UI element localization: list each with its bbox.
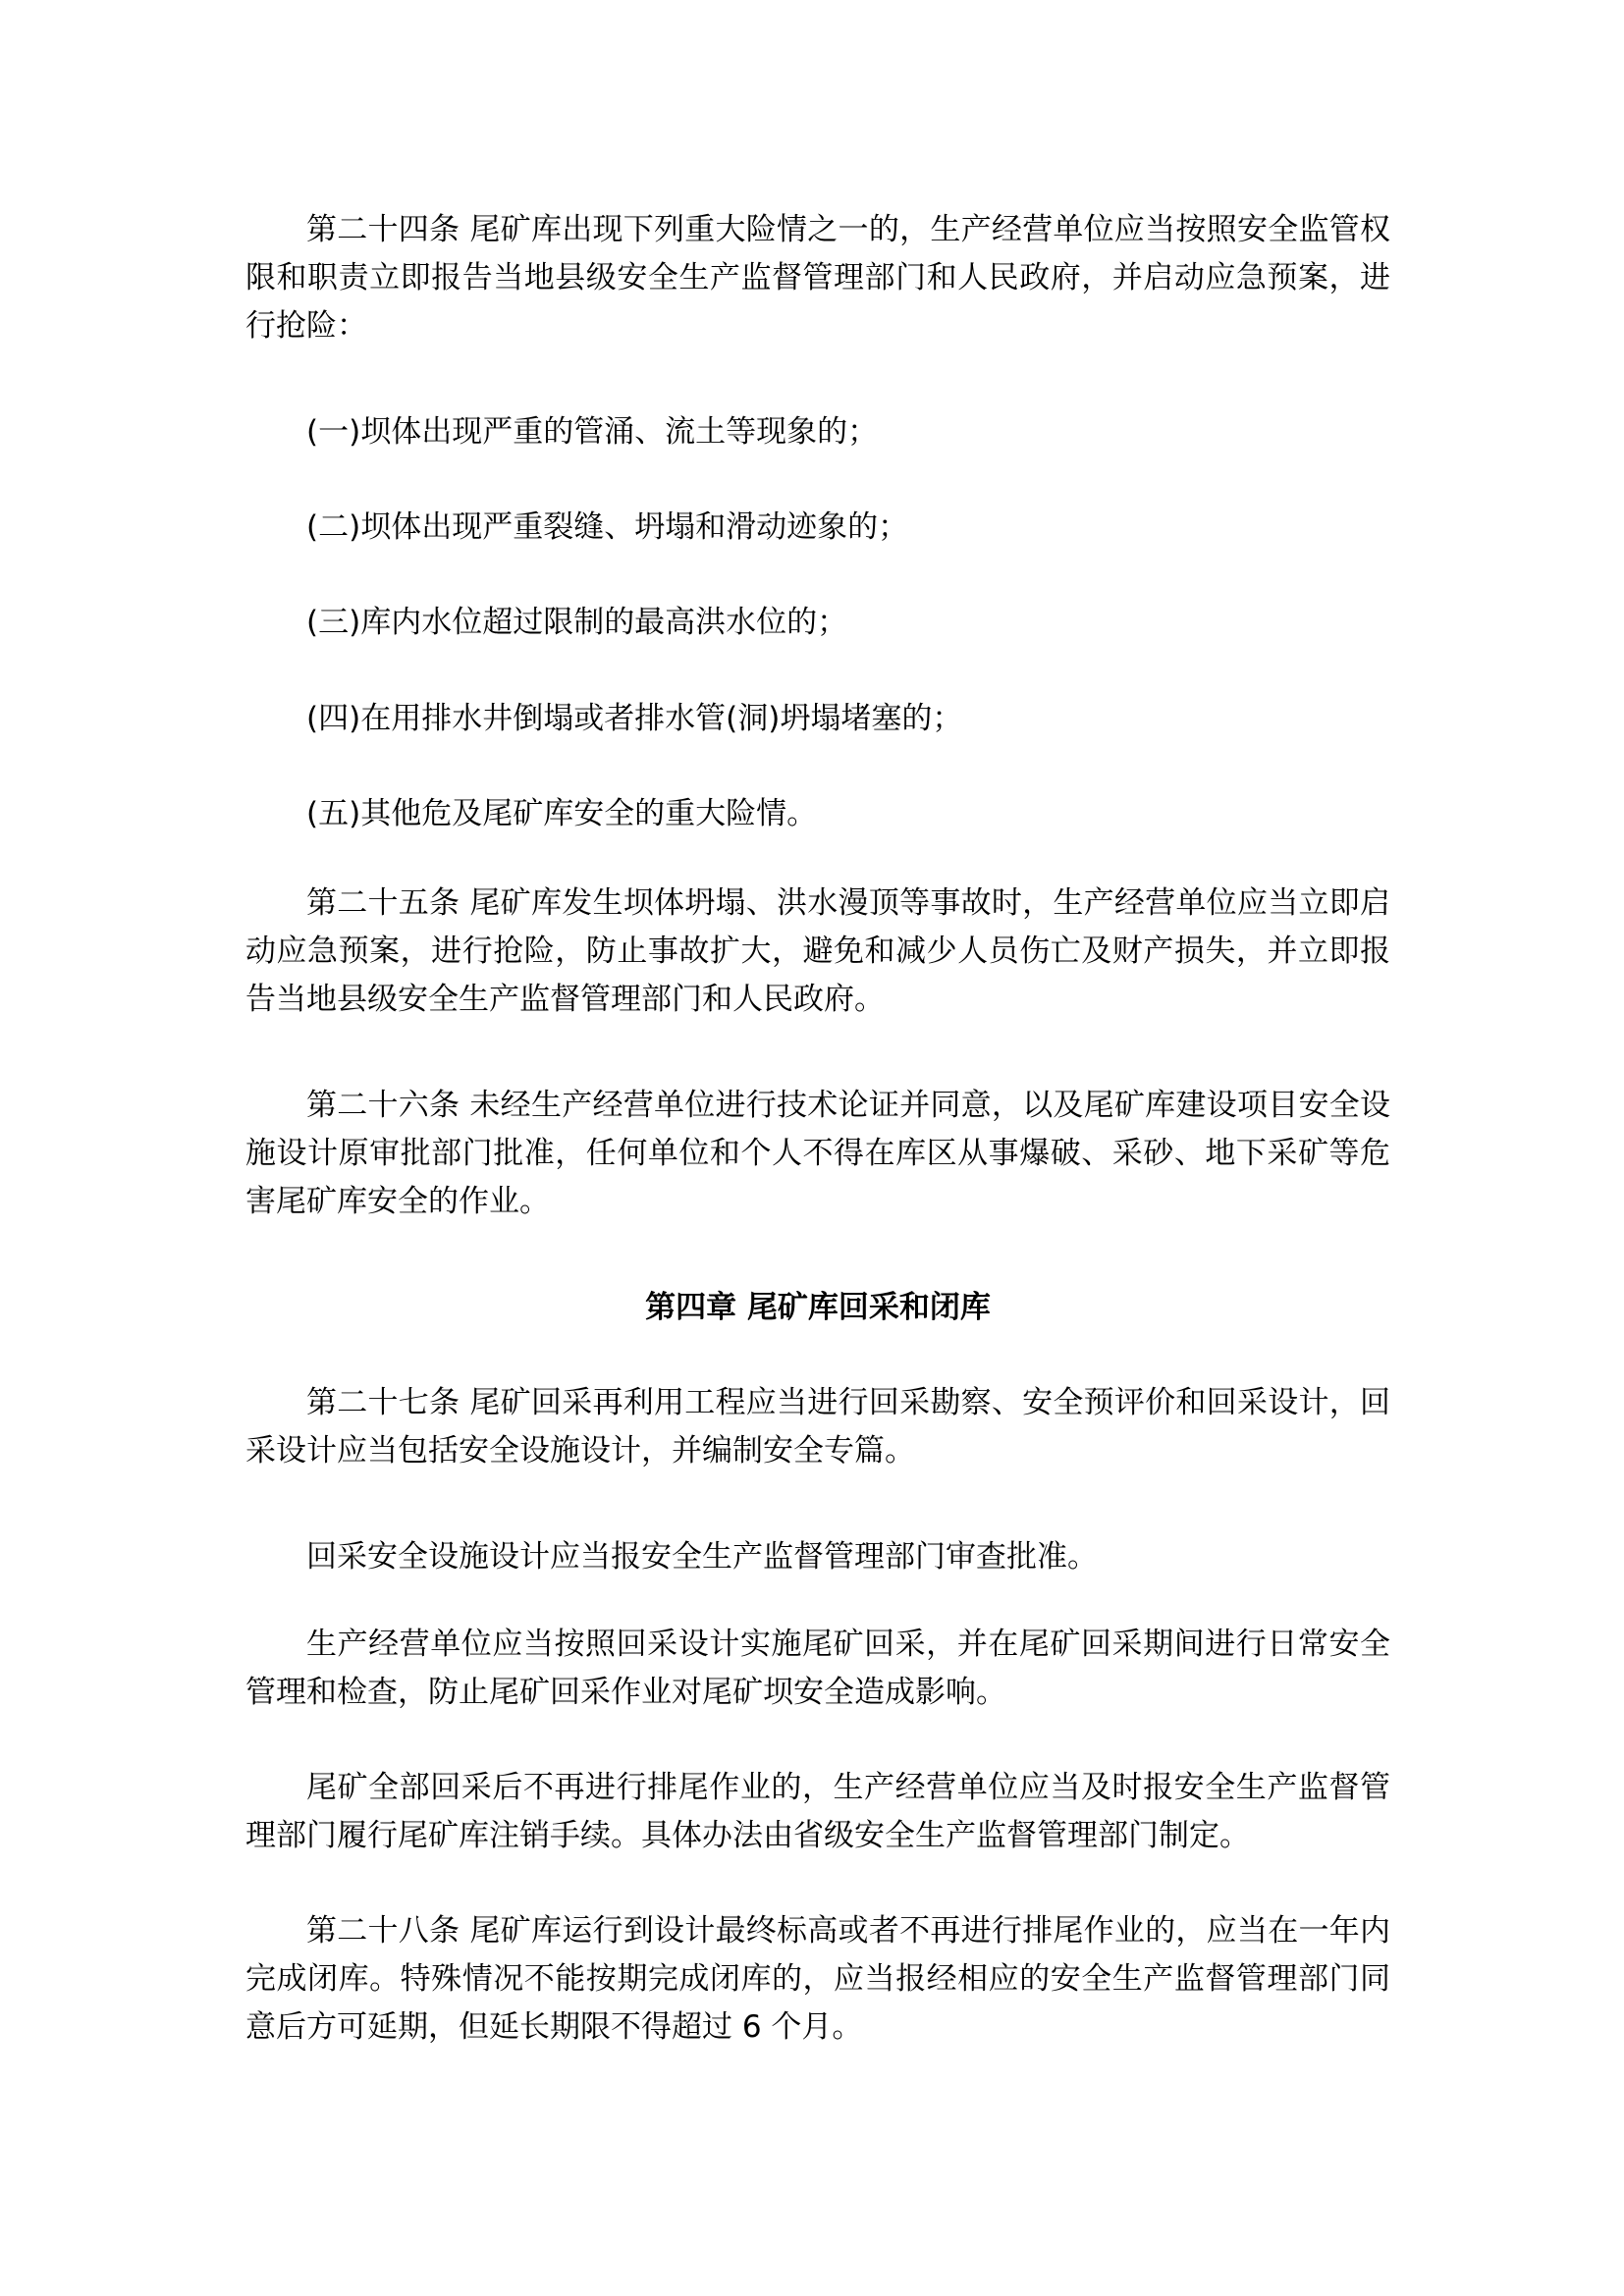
chapter-4-title: 第四章 尾矿库回采和闭库 bbox=[645, 1290, 991, 1325]
article-27-paragraph-4: 尾矿全部回采后不再进行排尾作业的，生产经营单位应当及时报安全生产监督管理部门履行尾矿库注销手续。具体办法由省级安全生产监督管理部门制定。 bbox=[245, 1770, 1390, 1853]
article-27-paragraph-2: 回采安全设施设计应当报安全生产监督管理部门审查批准。 bbox=[306, 1539, 1098, 1575]
article-24-item-5: (五)其他危及尾矿库安全的重大险情。 bbox=[306, 796, 818, 831]
article-27: 第二十七条 尾矿回采再利用工程应当进行回采勘察、安全预评价和回采设计，回采设计应当包括安全设施设计，并编制安全专篇。 bbox=[245, 1385, 1390, 1468]
article-28: 第二十八条 尾矿库运行到设计最终标高或者不再进行排尾作业的，应当在一年内完成闭库。特殊情况不能按期完成闭库的，应当报经相应的安全生产监督管理部门同意后方可延期，但延长期限不得超过 6 个月。 bbox=[245, 1913, 1390, 2045]
article-26: 第二十六条 未经生产经营单位进行技术论证并同意，以及尾矿库建设项目安全设施设计原审批部门批准，任何单位和个人不得在库区从事爆破、采砂、地下采矿等危害尾矿库安全的作业。 bbox=[245, 1088, 1390, 1219]
article-24-item-1: (一)坝体出现严重的管涌、流土等现象的； bbox=[306, 414, 879, 450]
article-24-item-2: (二)坝体出现严重裂缝、坍塌和滑动迹象的； bbox=[306, 509, 909, 545]
article-24-item-3: (三)库内水位超过限制的最高洪水位的； bbox=[306, 605, 848, 640]
article-24-intro: 第二十四条 尾矿库出现下列重大险情之一的，生产经营单位应当按照安全监管权限和职责立即报告当地县级安全生产监督管理部门和人民政府，并启动应急预案，进行抢险： bbox=[245, 212, 1390, 344]
article-24-item-4: (四)在用排水井倒塌或者排水管(洞)坍塌堵塞的； bbox=[306, 701, 963, 736]
article-25: 第二十五条 尾矿库发生坝体坍塌、洪水漫顶等事故时，生产经营单位应当立即启动应急预案，进行抢险，防止事故扩大，避免和减少人员伤亡及财产损失，并立即报告当地县级安全生产监督管理部门和人民政府。 bbox=[245, 885, 1390, 1017]
article-27-paragraph-3: 生产经营单位应当按照回采设计实施尾矿回采，并在尾矿回采期间进行日常安全管理和检查，防止尾矿回采作业对尾矿坝安全造成影响。 bbox=[245, 1627, 1390, 1710]
